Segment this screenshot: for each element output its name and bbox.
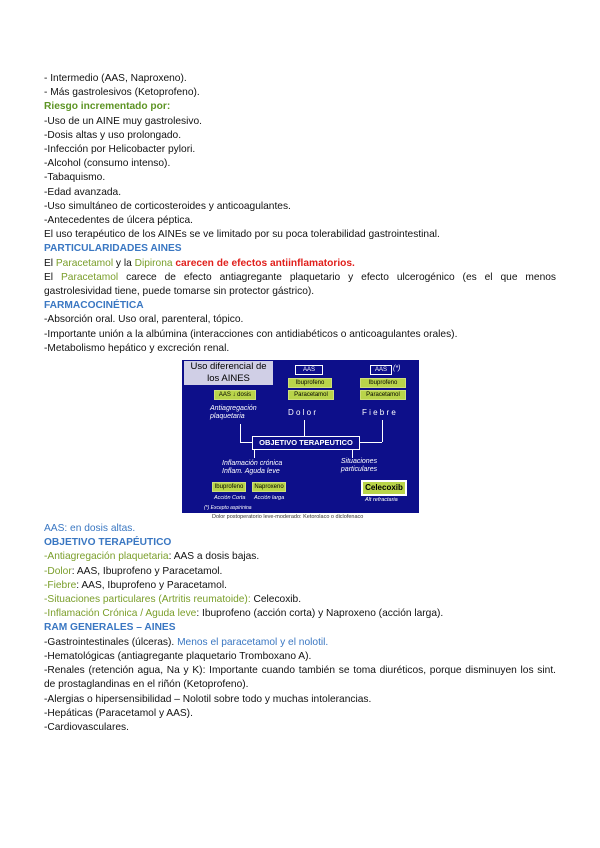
- tag-aas: AAS: [295, 365, 323, 375]
- list-item: -Hepáticas (Paracetamol y AAS).: [44, 707, 193, 719]
- list-item: -Edad avanzada.: [44, 186, 122, 198]
- list-item: -Antecedentes de úlcera péptica.: [44, 215, 193, 227]
- text: carece de efecto antiagregante plaquetario y efecto ulcerogénico (es el que menos gastrolesividad tiene, puede tomarse sin protector gástrico).: [44, 271, 556, 298]
- paracetamol-term: Paracetamol: [55, 257, 114, 269]
- farmaco-heading: FARMACOCINÉTICA: [44, 300, 144, 312]
- objetivo-heading: OBJETIVO TERAPÉUTICO: [44, 537, 172, 549]
- tag-naproxeno: Naproxeno: [252, 482, 286, 492]
- connector: [254, 450, 255, 458]
- celecoxib-box: Celecoxib: [361, 480, 407, 496]
- objetivo-label: -Fiebre: [44, 579, 77, 591]
- text: El: [44, 271, 61, 283]
- document-page: [44, 72, 556, 735]
- riesgo-heading: Riesgo incrementado por:: [44, 101, 171, 113]
- aas-note: AAS: en dosis altas.: [44, 523, 136, 535]
- particularidades-line1: [44, 257, 556, 271]
- connector: [304, 420, 305, 436]
- list-item: -Cardiovasculares.: [44, 721, 129, 733]
- objetivo-row: [44, 550, 556, 564]
- paragraph: El uso terapéutico de los AINEs se ve limitado por su poca tolerabilidad gastrointestinal.: [44, 229, 440, 241]
- connector: [360, 442, 382, 443]
- objetivo-text: : AAS a dosis bajas.: [168, 551, 260, 563]
- dolor-label: D o l o r: [288, 408, 317, 418]
- objetivo-label: -Inflamación Crónica / Aguda leve: [44, 608, 197, 620]
- objetivo-text: : AAS, Ibuprofeno y Paracetamol.: [76, 579, 227, 591]
- objetivo-text: Celecoxib.: [250, 594, 302, 606]
- objetivo-row: [44, 593, 556, 607]
- connector: [240, 442, 252, 443]
- list-item: -Alergias o hipersensibilidad – Nolotil sobre todo y muchas intolerancias.: [44, 693, 372, 705]
- list-item: -Alcohol (consumo intenso).: [44, 158, 171, 170]
- objetivo-label: -Dolor: [44, 565, 72, 577]
- fiebre-label: F i e b r e: [362, 408, 396, 418]
- text: y la: [113, 257, 135, 269]
- diagram-caption: Dolor postoperatorio leve-moderado: Ketorolaco o diclofenaco: [212, 514, 364, 521]
- tag-ibuprofeno: Ibuprofeno: [212, 482, 246, 492]
- list-item: -Renales (retención agua, Na y K): Importante cuando también se toma diuréticos, porque disminuyen los sint. de prostaglandinas en el riñón (Ketoprofeno).: [44, 665, 556, 691]
- list-item: -Uso de un AINE muy gastrolesivo.: [44, 115, 202, 127]
- text: El: [44, 257, 56, 269]
- list-item: -Absorción oral. Uso oral, parenteral, tópico.: [44, 314, 244, 326]
- tag-paracetamol: Paracetamol: [360, 390, 406, 400]
- tag-ibuprofeno: Ibuprofeno: [288, 378, 332, 388]
- diagram-title: Uso diferencial de los AINES: [184, 361, 273, 385]
- accion-larga-label: Acción larga: [254, 495, 285, 502]
- objetivo-label: -Situaciones particulares (Artritis reumatoide):: [44, 594, 251, 606]
- list-item: -Metabolismo hepático y excreción renal.: [44, 342, 230, 354]
- connector: [240, 424, 241, 442]
- list-item: -Hematológicas (antiagregante plaquetario Tromboxano A).: [44, 650, 312, 662]
- accion-corta-label: Acción Corta: [214, 495, 246, 502]
- antiagregacion-label: Antiagregación plaquetaria: [210, 405, 257, 421]
- list-item: -Importante unión a la albúmina (interacciones con antidiabéticos o anticoagulantes orales).: [44, 328, 458, 340]
- red-note: carecen de efectos antiinflamatorios.: [172, 257, 355, 269]
- list-item: [44, 636, 556, 650]
- objetivo-row: [44, 607, 556, 621]
- list-item: - Más gastrolesivos (Ketoprofeno).: [44, 87, 200, 99]
- tag-paracetamol: Paracetamol: [288, 390, 334, 400]
- list-item: -Uso simultáneo de corticosteroides y anticoagulantes.: [44, 200, 291, 212]
- gi-note: Menos el paracetamol y el nolotil.: [177, 636, 329, 648]
- text: -Gastrointestinales (úlceras).: [44, 636, 178, 648]
- paracetamol-term: Paracetamol: [61, 271, 119, 283]
- list-item: -Tabaquismo.: [44, 172, 106, 184]
- connector: [382, 420, 383, 442]
- objetivo-text: : AAS, Ibuprofeno y Paracetamol.: [71, 565, 223, 577]
- particularidades-line2: [44, 271, 556, 299]
- objetivo-text: : Ibuprofeno (acción corta) y Naproxeno (acción larga).: [196, 608, 444, 620]
- list-item: - Intermedio (AAS, Naproxeno).: [44, 73, 187, 84]
- tag-aas-right: AAS: [370, 365, 392, 375]
- tag-aas-dosis: AAS ↓ dosis: [214, 390, 256, 400]
- list-item: -Dosis altas y uso prolongado.: [44, 129, 182, 141]
- objetivo-row: [44, 565, 556, 579]
- ram-heading: RAM GENERALES – AINES: [44, 622, 176, 634]
- connector: [352, 450, 353, 458]
- objetivo-row: [44, 579, 556, 593]
- objetivo-label: -Antiagregación plaquetaria: [44, 551, 169, 563]
- excepto-mark: (*): [393, 365, 401, 373]
- particularidades-heading: PARTICULARIDADES AINES: [44, 243, 182, 255]
- excepto-note: (*) Excepto aspirinina: [204, 505, 252, 512]
- tag-ibuprofeno: Ibuprofeno: [360, 378, 406, 388]
- situaciones-label: Situaciones particulares: [340, 458, 378, 474]
- alt-refractaria-label: Alt refractaria: [365, 497, 398, 504]
- list-item: -Infección por Helicobacter pylori.: [44, 144, 196, 156]
- aines-diagram: [182, 360, 419, 522]
- dipirona-term: Dipirona: [134, 257, 173, 269]
- diagram-background: [182, 360, 419, 513]
- objetivo-box: OBJETIVO TERAPEUTICO: [252, 436, 360, 450]
- inflamacion-label: Inflamación crónica Inflam. Aguda leve: [222, 460, 283, 476]
